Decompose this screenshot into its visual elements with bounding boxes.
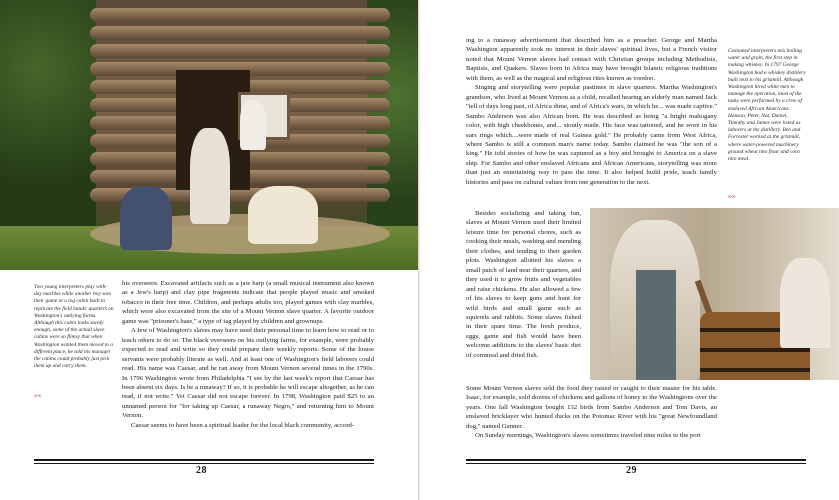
footer-rule-thin [34, 463, 374, 464]
cabin-log [90, 8, 390, 22]
paragraph: Some Mount Vernon slaves sold the food they raised or caught to their master for his table. Isaac, for example, sold dozens of chickens and gallons of honey to the Washingtons over the years. One fall Washington bought 132 birds from Sambo Anderson and Tom Davis, an enslaved bricklayer who hunted ducks on the Potomac River with his "great Newfoundland dog," named Gunner. [466, 385, 717, 430]
kneeling-child-figure [120, 186, 172, 250]
child-in-window-figure [240, 100, 266, 150]
paragraph: A few of Washington's slaves may have used their personal time to learn how to read or to teach others to do so. The black overseers on his outlying farms, for example, were probably expected to read and write so they could prepare their weekly reports. Some of the house servants were probably literate as well. And at least one of Washington's field laborers could read. His name was Caesar, and he ran away from Mount Vernon several times in the 1790s. In 1796 Washington wrote from Philadelphia "I see by the last week's report that Caesar has been absent six days. Is he a runaway? If so, it is probable he will escape altogether, as he can read, if not write." Yet Caesar did not escape forever. In 1798, Washington paid $25 to an unnamed person for "for taking up Caesar, a runaway Negro," and returning him to Mount Vernon. [122, 327, 374, 420]
caption-ornament: ∞∞ [728, 195, 736, 200]
cabin-log [90, 44, 390, 58]
distillery-photo [590, 208, 839, 380]
paragraph: Caesar seems to have been a spiritual leader for the local black community, accord- [131, 421, 355, 429]
footer-rule-thin [466, 463, 806, 464]
child-figure [190, 128, 230, 224]
paragraph: Singing and storytelling were popular pastimes in slave quarters. Martha Washington's grandson, who lived at Mount Vernon as a child, recalled hearing an elderly man named Jack "tell of days long past, of Africa dime, and of Africa's wars, in which he... was made captive." Sambo Anderson was also African born. He was described as being "a bright mahogany color, with high cheekbones, and... stoutly made. His face was tattooed, and he wore in his ears rings which....were made of real Guinea gold." He probably came from West Africa, where Sambo is still a common man's name today. Sambo claimed he was "the son of a king." He told stories of how he was captured as a boy and brought to America on a slave ship. For Sambo and other enslaved Africans and African Americans, storytelling was more than just an entertaining way to pass the time. It also helped build pride, teach family histories and pass on cultural values from one generation to the next. [466, 84, 717, 186]
body-text-narrow [466, 209, 581, 360]
page-number: 29 [626, 465, 637, 476]
body-text [122, 279, 374, 430]
footer-rule [466, 459, 806, 461]
photo-caption: Two young interpreters play with-day marbles while another boy sees their game at a log cabin built to replicate the field hands' quarters on Washington's outlying farms. Although this cabin looks sturdy enough, some of the actual slave cabins were so flimsy that when Washington wanted them moved to a different place, he told his manager the cabins could probably just pick them up and carry them. [34, 284, 114, 370]
photo-caption: Costumed interpreters mix boiling water and grain, the first step in making whiskey. In 1797 George Washington had a whiskey distillery built next to his gristmill. Although Washington hired white men to manage the operation, most of the tasks were performed by a crew of enslaved African Americans. Hanson, Peter, Nat, Daniel, Timothy and James were listed as laborers at the distillery. Ben and Forrester worked at the gristmill, where water-powered machinery ground wheat into flour and corn into meal. [728, 48, 806, 163]
cabin-photo [0, 0, 419, 270]
kneeling-child-figure [248, 186, 318, 244]
footer-rule [34, 459, 374, 461]
paragraph: his overseers. Excavated artifacts such as a jaw harp (a small musical instrument also known as a Jew's harp) and clay pipe fragments indicate that people played music and smoked tobacco in their free time. Children, and perhaps adults too, played games with clay marbles, which were also excavated from the site of a Mount Vernon slave quarter. A favorite outdoor game was "prisoner's base," a type of tag played by children and grownups. [122, 280, 374, 325]
body-text-top [466, 36, 717, 187]
interpreter-vest [636, 270, 676, 380]
left-page [0, 0, 419, 500]
paragraph: ing to a runaway advertisement that described him as a preacher. George and Martha Washington apparently took no interest in their slaves' spiritual lives, but a French visitor noted that Mount Vernon slaves had contact with Christian groups including Methodists, Baptists, and Quakers. Slaves born in Africa may have brought Islamic religious traditions with them, as well as the magical and religious rites known as voodoo. [466, 37, 717, 82]
body-text-bottom [466, 384, 717, 441]
interpreter-figure [780, 258, 830, 348]
page-number: 28 [196, 465, 207, 476]
cabin-log [90, 26, 390, 40]
caption-ornament: ∞∞ [34, 394, 42, 399]
tree-foliage [0, 0, 96, 230]
paragraph: Besides socializing and taking fun, slaves at Mount Vernon used their limited leisure time for personal chores, such as cooking their meals, washing and mending their clothes, and tending to their garden plots. Washington allotted his slaves a small patch of land near their quarters, and they used it to grow fruits and vegetables and raise chickens. He also allowed a few of his slaves to keep guns and hunt for wild birds and small game such as squirrels and rabbits. Some slaves fished in their spare time. The fresh produce, eggs, game and fish would have been welcome additions to the slaves' basic diet of cornmeal and dried fish. [466, 210, 581, 359]
paragraph: On Sunday mornings, Washington's slaves sometimes traveled nine miles to the port [475, 432, 701, 440]
